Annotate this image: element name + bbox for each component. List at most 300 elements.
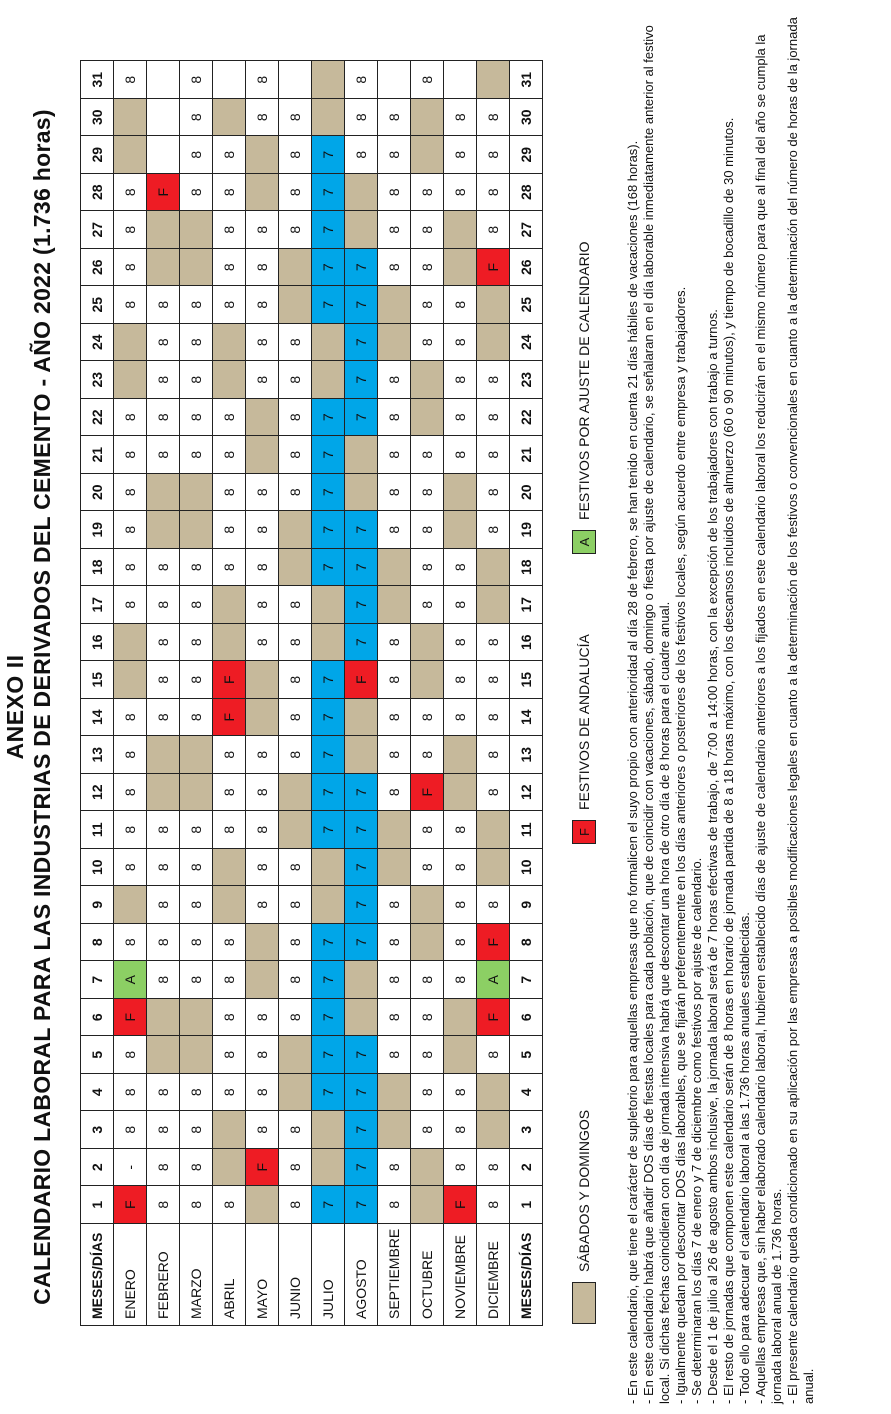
day-cell: 8 xyxy=(180,886,213,924)
day-cell: 7 xyxy=(312,774,345,812)
day-cell: 7 xyxy=(312,436,345,474)
day-cell xyxy=(279,1036,312,1074)
day-cell: 8 xyxy=(114,924,147,962)
day-cell: 7 xyxy=(345,1149,378,1187)
day-cell: 8 xyxy=(411,586,444,624)
day-cell: 8 xyxy=(180,699,213,737)
day-number: 31 xyxy=(81,61,114,99)
day-cell xyxy=(444,61,477,99)
day-cell: 8 xyxy=(345,61,378,99)
andalucia-swatch: F xyxy=(572,820,596,844)
day-cell: 8 xyxy=(279,1111,312,1149)
month-row xyxy=(477,61,510,1326)
month-name: ENERO xyxy=(114,1224,147,1326)
day-cell xyxy=(345,961,378,999)
day-number: 7 xyxy=(510,961,543,999)
day-cell xyxy=(345,736,378,774)
day-cell: 8 xyxy=(180,1111,213,1149)
day-cell: 8 xyxy=(180,849,213,887)
day-cell: 7 xyxy=(312,211,345,249)
day-cell: 8 xyxy=(477,1036,510,1074)
day-cell: 7 xyxy=(345,286,378,324)
day-cell: 8 xyxy=(180,961,213,999)
day-cell: 8 xyxy=(477,474,510,512)
table-header-row xyxy=(81,61,114,1326)
day-cell xyxy=(279,774,312,812)
day-cell: 8 xyxy=(213,1036,246,1074)
day-cell: 7 xyxy=(312,1036,345,1074)
day-cell: 8 xyxy=(213,736,246,774)
note-line: - En este calendario habrá que añadir DOS días de fiestas locales para cada población, que de coincidir con vacaciones, sábado, domingo o fiesta por ajuste de calendario, se señalaran en el día laborable inmediatamente anterior al festivo local. Si dichas fechas coincidieran con día de jornada intensiva habrá que descontar una hora de otro día de 8 horas para el cuadre anual. xyxy=(641,25,672,1404)
day-cell: 8 xyxy=(411,736,444,774)
day-cell: 8 xyxy=(411,474,444,512)
month-name: NOVIEMBRE xyxy=(444,1224,477,1326)
day-cell: 8 xyxy=(246,736,279,774)
note-line: - En este calendario, que tiene el carácter de supletorio para aquellas empresas que no formalicen el suyo propio con anterioridad al día 28 de febrero, se han tenido en cuenta 21 días hábiles de vacaciones (168 horas). xyxy=(625,140,640,1404)
day-cell: 8 xyxy=(246,361,279,399)
day-cell: 8 xyxy=(378,436,411,474)
day-cell: 8 xyxy=(246,886,279,924)
day-cell: 7 xyxy=(345,361,378,399)
page-title: ANEXO II xyxy=(2,654,28,760)
day-cell: 8 xyxy=(444,849,477,887)
day-cell: 8 xyxy=(444,549,477,587)
day-cell: 7 xyxy=(345,586,378,624)
day-cell: 8 xyxy=(378,886,411,924)
day-cell xyxy=(279,549,312,587)
day-cell xyxy=(279,249,312,287)
day-cell: F xyxy=(477,999,510,1037)
day-cell xyxy=(279,511,312,549)
day-cell: F xyxy=(345,661,378,699)
day-cell: 8 xyxy=(378,136,411,174)
day-cell: 8 xyxy=(180,286,213,324)
day-cell: 8 xyxy=(279,999,312,1037)
day-number: 9 xyxy=(510,886,543,924)
day-number: 13 xyxy=(81,736,114,774)
day-cell: 8 xyxy=(147,1074,180,1112)
day-cell: 8 xyxy=(147,1186,180,1224)
day-cell: 7 xyxy=(312,961,345,999)
day-cell: 8 xyxy=(180,1186,213,1224)
day-cell xyxy=(246,136,279,174)
day-cell: 7 xyxy=(345,399,378,437)
day-cell: 8 xyxy=(114,1111,147,1149)
day-cell: 8 xyxy=(411,549,444,587)
day-cell: 8 xyxy=(279,849,312,887)
day-cell: 8 xyxy=(444,811,477,849)
day-cell: 8 xyxy=(477,624,510,662)
day-cell: 8 xyxy=(147,699,180,737)
day-number: 1 xyxy=(510,1186,543,1224)
day-cell: 8 xyxy=(180,99,213,137)
day-number: 11 xyxy=(81,811,114,849)
day-cell: 8 xyxy=(180,136,213,174)
day-number: 11 xyxy=(510,811,543,849)
day-number: 22 xyxy=(510,399,543,437)
day-cell: 8 xyxy=(411,1111,444,1149)
day-cell xyxy=(213,99,246,137)
day-number: 13 xyxy=(510,736,543,774)
day-cell: 8 xyxy=(477,886,510,924)
month-row xyxy=(312,61,345,1326)
day-cell: 8 xyxy=(279,661,312,699)
day-cell: F xyxy=(477,924,510,962)
day-cell: 8 xyxy=(180,399,213,437)
day-cell xyxy=(213,61,246,99)
day-cell: 8 xyxy=(378,961,411,999)
day-cell: 7 xyxy=(345,811,378,849)
day-cell xyxy=(312,1111,345,1149)
day-cell: 8 xyxy=(411,324,444,362)
day-cell: 8 xyxy=(378,361,411,399)
day-number: 12 xyxy=(510,774,543,812)
day-cell xyxy=(147,774,180,812)
day-cell: 8 xyxy=(246,1074,279,1112)
day-number: 26 xyxy=(81,249,114,287)
day-cell: 7 xyxy=(345,511,378,549)
day-cell: 8 xyxy=(147,549,180,587)
day-cell: 8 xyxy=(114,474,147,512)
day-number: 29 xyxy=(81,136,114,174)
day-cell xyxy=(246,436,279,474)
day-cell xyxy=(279,61,312,99)
day-cell xyxy=(246,699,279,737)
day-cell xyxy=(444,1036,477,1074)
day-cell xyxy=(312,586,345,624)
day-cell: 8 xyxy=(147,961,180,999)
day-number: 17 xyxy=(81,586,114,624)
day-number: 15 xyxy=(510,661,543,699)
day-cell xyxy=(345,999,378,1037)
day-cell xyxy=(411,661,444,699)
day-cell: 8 xyxy=(444,924,477,962)
day-cell xyxy=(213,849,246,887)
day-cell: 7 xyxy=(345,1074,378,1112)
day-number: 27 xyxy=(81,211,114,249)
day-cell xyxy=(411,624,444,662)
note-line: - Desde el 1 de julio al 26 de agosto ambos inclusive, la jornada laboral será de 7 horas efectivas de trabajo, de 7:00 a 14:00 horas, con la excepción de los trabajadores con trabajo a turnos. xyxy=(705,309,720,1404)
day-cell: 8 xyxy=(477,436,510,474)
day-cell: 8 xyxy=(279,361,312,399)
day-cell: 8 xyxy=(279,736,312,774)
day-cell: 8 xyxy=(279,924,312,962)
day-cell: 7 xyxy=(345,774,378,812)
note-line: - El resto de jornadas que componen este calendario serán de 8 horas en horario de jornada partida de 8 a 18 horas máximo, con los descansos incluidos de almuerzo (60 o 90 minutos), y tiempo de bocadillo de 30 minutos. xyxy=(721,117,736,1404)
day-cell xyxy=(411,924,444,962)
day-cell xyxy=(147,736,180,774)
day-cell: 8 xyxy=(147,661,180,699)
day-cell: 8 xyxy=(444,174,477,212)
day-cell: 8 xyxy=(180,624,213,662)
day-number: 30 xyxy=(81,99,114,137)
day-cell: 7 xyxy=(312,699,345,737)
day-cell xyxy=(312,99,345,137)
day-cell: F xyxy=(114,999,147,1037)
day-cell: 8 xyxy=(180,811,213,849)
day-number: 4 xyxy=(81,1074,114,1112)
day-cell xyxy=(378,549,411,587)
day-cell: 8 xyxy=(378,661,411,699)
day-cell: 8 xyxy=(246,624,279,662)
day-cell: 8 xyxy=(279,1149,312,1187)
day-cell: 8 xyxy=(114,811,147,849)
day-cell: 8 xyxy=(279,474,312,512)
day-cell: 7 xyxy=(312,286,345,324)
day-cell: 7 xyxy=(345,1186,378,1224)
day-cell xyxy=(114,624,147,662)
day-cell xyxy=(147,474,180,512)
day-cell xyxy=(378,1111,411,1149)
day-cell: 8 xyxy=(279,436,312,474)
day-cell xyxy=(180,211,213,249)
day-cell: 8 xyxy=(279,174,312,212)
day-number: 20 xyxy=(81,474,114,512)
day-cell: 7 xyxy=(345,924,378,962)
day-cell: 8 xyxy=(411,811,444,849)
day-cell: 8 xyxy=(246,549,279,587)
day-number: 4 xyxy=(510,1074,543,1112)
day-number: 23 xyxy=(510,361,543,399)
day-cell: 8 xyxy=(246,474,279,512)
day-cell: 8 xyxy=(477,174,510,212)
day-cell xyxy=(477,286,510,324)
day-cell: 8 xyxy=(378,249,411,287)
month-name: JUNIO xyxy=(279,1224,312,1326)
day-cell xyxy=(345,211,378,249)
day-cell: 8 xyxy=(147,886,180,924)
day-cell: 8 xyxy=(213,436,246,474)
month-name: AGOSTO xyxy=(345,1224,378,1326)
day-number: 19 xyxy=(510,511,543,549)
day-cell: 8 xyxy=(411,699,444,737)
month-name: MAYO xyxy=(246,1224,279,1326)
day-cell: 7 xyxy=(312,174,345,212)
month-name: SEPTIEMBRE xyxy=(378,1224,411,1326)
day-cell: 8 xyxy=(114,586,147,624)
day-cell xyxy=(147,511,180,549)
day-number: 30 xyxy=(510,99,543,137)
day-cell xyxy=(444,774,477,812)
header-label: MESES/DÍAS xyxy=(81,1224,114,1326)
day-cell: 8 xyxy=(279,99,312,137)
day-cell: 8 xyxy=(114,736,147,774)
day-cell: 8 xyxy=(213,511,246,549)
day-cell: 8 xyxy=(180,661,213,699)
day-cell: 8 xyxy=(213,249,246,287)
day-cell: 7 xyxy=(312,549,345,587)
day-number: 31 xyxy=(510,61,543,99)
day-cell xyxy=(147,61,180,99)
day-cell: 8 xyxy=(345,99,378,137)
day-cell xyxy=(213,1149,246,1187)
ajuste-swatch: A xyxy=(572,530,596,554)
day-number: 5 xyxy=(81,1036,114,1074)
day-number: 3 xyxy=(81,1111,114,1149)
day-cell: 8 xyxy=(114,174,147,212)
day-number: 2 xyxy=(510,1149,543,1187)
day-cell: 8 xyxy=(213,1186,246,1224)
day-cell: F xyxy=(147,174,180,212)
day-cell xyxy=(444,511,477,549)
day-cell: 8 xyxy=(477,511,510,549)
day-cell: 7 xyxy=(312,999,345,1037)
day-number: 25 xyxy=(510,286,543,324)
day-cell: 8 xyxy=(378,1149,411,1187)
day-cell: F xyxy=(411,774,444,812)
day-cell: 8 xyxy=(180,586,213,624)
day-cell: 7 xyxy=(345,849,378,887)
legend-andalucia xyxy=(572,634,596,844)
day-cell xyxy=(477,849,510,887)
day-cell: F xyxy=(114,1186,147,1224)
day-cell: 8 xyxy=(246,511,279,549)
day-cell: 8 xyxy=(444,1074,477,1112)
day-cell: 8 xyxy=(378,999,411,1037)
day-cell: 8 xyxy=(180,1074,213,1112)
day-cell xyxy=(378,286,411,324)
day-cell: 8 xyxy=(411,249,444,287)
day-cell xyxy=(378,1074,411,1112)
day-number: 21 xyxy=(510,436,543,474)
day-cell: 8 xyxy=(180,61,213,99)
day-cell xyxy=(147,99,180,137)
day-number: 14 xyxy=(510,699,543,737)
day-cell: 7 xyxy=(312,736,345,774)
day-cell: 8 xyxy=(147,399,180,437)
day-number: 1 xyxy=(81,1186,114,1224)
day-cell: F xyxy=(477,249,510,287)
day-cell: 8 xyxy=(114,286,147,324)
day-cell: 8 xyxy=(279,136,312,174)
day-cell: 8 xyxy=(378,924,411,962)
day-cell xyxy=(147,1036,180,1074)
day-cell: 8 xyxy=(444,324,477,362)
day-number: 29 xyxy=(510,136,543,174)
day-cell: 8 xyxy=(411,1036,444,1074)
month-row xyxy=(180,61,213,1326)
day-cell: 7 xyxy=(312,474,345,512)
day-cell: 8 xyxy=(477,399,510,437)
month-name: FEBRERO xyxy=(147,1224,180,1326)
day-cell xyxy=(114,886,147,924)
day-cell: 8 xyxy=(180,324,213,362)
day-cell: 8 xyxy=(180,174,213,212)
day-cell: 8 xyxy=(246,999,279,1037)
day-cell: 8 xyxy=(147,286,180,324)
day-cell xyxy=(444,211,477,249)
month-row xyxy=(213,61,246,1326)
day-cell: 8 xyxy=(180,436,213,474)
day-number: 19 xyxy=(81,511,114,549)
note-line: - Se determinaran los días 7 de enero y 7 de diciembre como festivos por ajuste de calendario. xyxy=(689,857,704,1404)
day-cell: 7 xyxy=(345,324,378,362)
day-cell: 8 xyxy=(378,211,411,249)
day-cell xyxy=(114,324,147,362)
day-cell: 8 xyxy=(411,511,444,549)
day-cell xyxy=(345,699,378,737)
day-cell: 8 xyxy=(114,211,147,249)
day-cell: 8 xyxy=(147,1111,180,1149)
day-cell xyxy=(114,99,147,137)
day-cell: 8 xyxy=(477,361,510,399)
day-cell xyxy=(147,999,180,1037)
day-cell: F xyxy=(213,699,246,737)
day-cell xyxy=(246,399,279,437)
day-cell: 8 xyxy=(378,99,411,137)
day-cell: 8 xyxy=(378,399,411,437)
day-cell: 8 xyxy=(477,136,510,174)
day-cell xyxy=(444,474,477,512)
day-cell xyxy=(378,61,411,99)
day-cell: 8 xyxy=(246,1111,279,1149)
day-cell xyxy=(411,136,444,174)
note-line: - Igualmente quedan por descontar DOS días laborables, que se fijarán preferentemente en los días anteriores o posteriores de los festivos locales, según acuerdo entre empresa y trabajadores. xyxy=(673,286,688,1404)
day-number: 6 xyxy=(81,999,114,1037)
day-cell: 8 xyxy=(213,399,246,437)
day-cell xyxy=(147,249,180,287)
day-cell: 8 xyxy=(444,361,477,399)
day-cell: 8 xyxy=(411,286,444,324)
day-cell xyxy=(345,474,378,512)
day-cell: 8 xyxy=(114,1074,147,1112)
day-cell: 7 xyxy=(312,249,345,287)
day-cell: 7 xyxy=(312,1074,345,1112)
day-cell: 7 xyxy=(312,511,345,549)
month-row xyxy=(147,61,180,1326)
day-cell: - xyxy=(114,1149,147,1187)
day-cell xyxy=(444,736,477,774)
day-cell: 7 xyxy=(345,886,378,924)
day-number: 8 xyxy=(81,924,114,962)
day-number: 27 xyxy=(510,211,543,249)
note-line: - Todo ello para adecuar el calendario laboral a las 1.736 horas anuales establecidas. xyxy=(737,912,752,1404)
day-number: 14 xyxy=(81,699,114,737)
day-cell: 8 xyxy=(213,136,246,174)
day-cell: 8 xyxy=(114,61,147,99)
legend-andalucia-label: FESTIVOS DE ANDALUCÍA xyxy=(576,634,592,810)
day-cell: 8 xyxy=(477,99,510,137)
day-cell: 8 xyxy=(279,624,312,662)
day-cell xyxy=(180,1036,213,1074)
day-cell: 8 xyxy=(444,961,477,999)
day-cell xyxy=(213,624,246,662)
day-number: 28 xyxy=(510,174,543,212)
day-cell: 8 xyxy=(279,211,312,249)
day-number: 2 xyxy=(81,1149,114,1187)
day-cell xyxy=(147,136,180,174)
day-cell: 8 xyxy=(411,61,444,99)
day-cell xyxy=(444,999,477,1037)
day-number: 3 xyxy=(510,1111,543,1149)
month-row xyxy=(444,61,477,1326)
day-cell xyxy=(246,174,279,212)
day-cell: 8 xyxy=(444,1111,477,1149)
day-cell xyxy=(378,324,411,362)
legend-ajuste xyxy=(572,241,596,554)
day-cell: 8 xyxy=(477,1149,510,1187)
month-name: JULIO xyxy=(312,1224,345,1326)
day-cell xyxy=(378,586,411,624)
day-cell: 8 xyxy=(246,99,279,137)
day-cell: 8 xyxy=(246,849,279,887)
day-cell: 8 xyxy=(444,286,477,324)
day-cell: 8 xyxy=(213,1074,246,1112)
day-cell: 7 xyxy=(345,624,378,662)
day-cell xyxy=(180,474,213,512)
day-cell: 8 xyxy=(114,399,147,437)
notes-block xyxy=(625,14,817,1404)
